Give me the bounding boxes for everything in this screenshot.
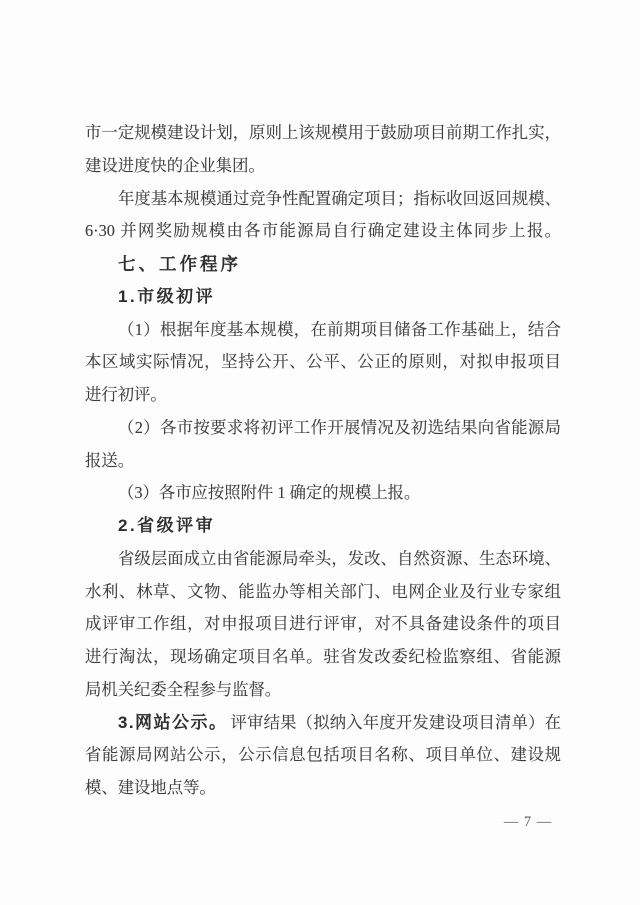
document-body <box>85 117 561 805</box>
heading-line: 七、工作程序 <box>118 254 241 274</box>
heading-line: 2.省级评审 <box>118 516 216 535</box>
page-number: — 7 — <box>503 814 553 830</box>
text-line: 进行淘汰，现场确定项目名单。驻省发改委纪检监察组、省能源 <box>85 647 561 666</box>
text-line: 水利、林草、文物、能监办等相关部门、电网企业及行业专家组 <box>85 581 561 601</box>
text-line: 本区域实际情况，坚持公开、公平、公正的原则，对拟申报项目 <box>85 352 561 372</box>
text-line: （1）根据年度基本规模，在前期项目储备工作基础上，结合 <box>118 319 561 339</box>
text-line: 年度基本规模通过竞争性配置确定项目；指标收回返回规模、 <box>118 188 561 208</box>
text-line: 进行初评。 <box>85 385 167 404</box>
text-line: （2）各市按要求将初评工作开展情况及初选结果向省能源局 <box>118 417 561 437</box>
text-line: 省能源局网站公示，公示信息包括项目名称、项目单位、建设规 <box>85 745 561 765</box>
text-line: 6·30 并网奖励规模由各市能源局自行确定建设主体同步上报。 <box>85 221 561 241</box>
heading-line: 1.市级初评 <box>118 286 216 306</box>
text-line: 模、建设地点等。 <box>85 778 216 797</box>
text-line: 报送。 <box>85 450 135 470</box>
text-line: 建设进度快的企业集团。 <box>85 155 265 175</box>
text-line: 3.网站公示。 评审结果（拟纳入年度开发建设项目清单）在 <box>118 712 561 732</box>
text-line: 局机关纪委全程参与监督。 <box>85 679 282 699</box>
text-line: 成评审工作组，对申报项目进行评审，对不具备建设条件的项目 <box>85 614 561 634</box>
text-line: 市一定规模建设计划，原则上该规模用于鼓励项目前期工作扎实， <box>85 123 561 142</box>
bold-lead-label: 3.网站公示。 <box>118 712 228 732</box>
text-line: 省级层面成立由省能源局牵头，发改、自然资源、生态环境、 <box>118 548 561 568</box>
text-line: （3）各市应按照附件 1 确定的规模上报。 <box>118 483 421 503</box>
